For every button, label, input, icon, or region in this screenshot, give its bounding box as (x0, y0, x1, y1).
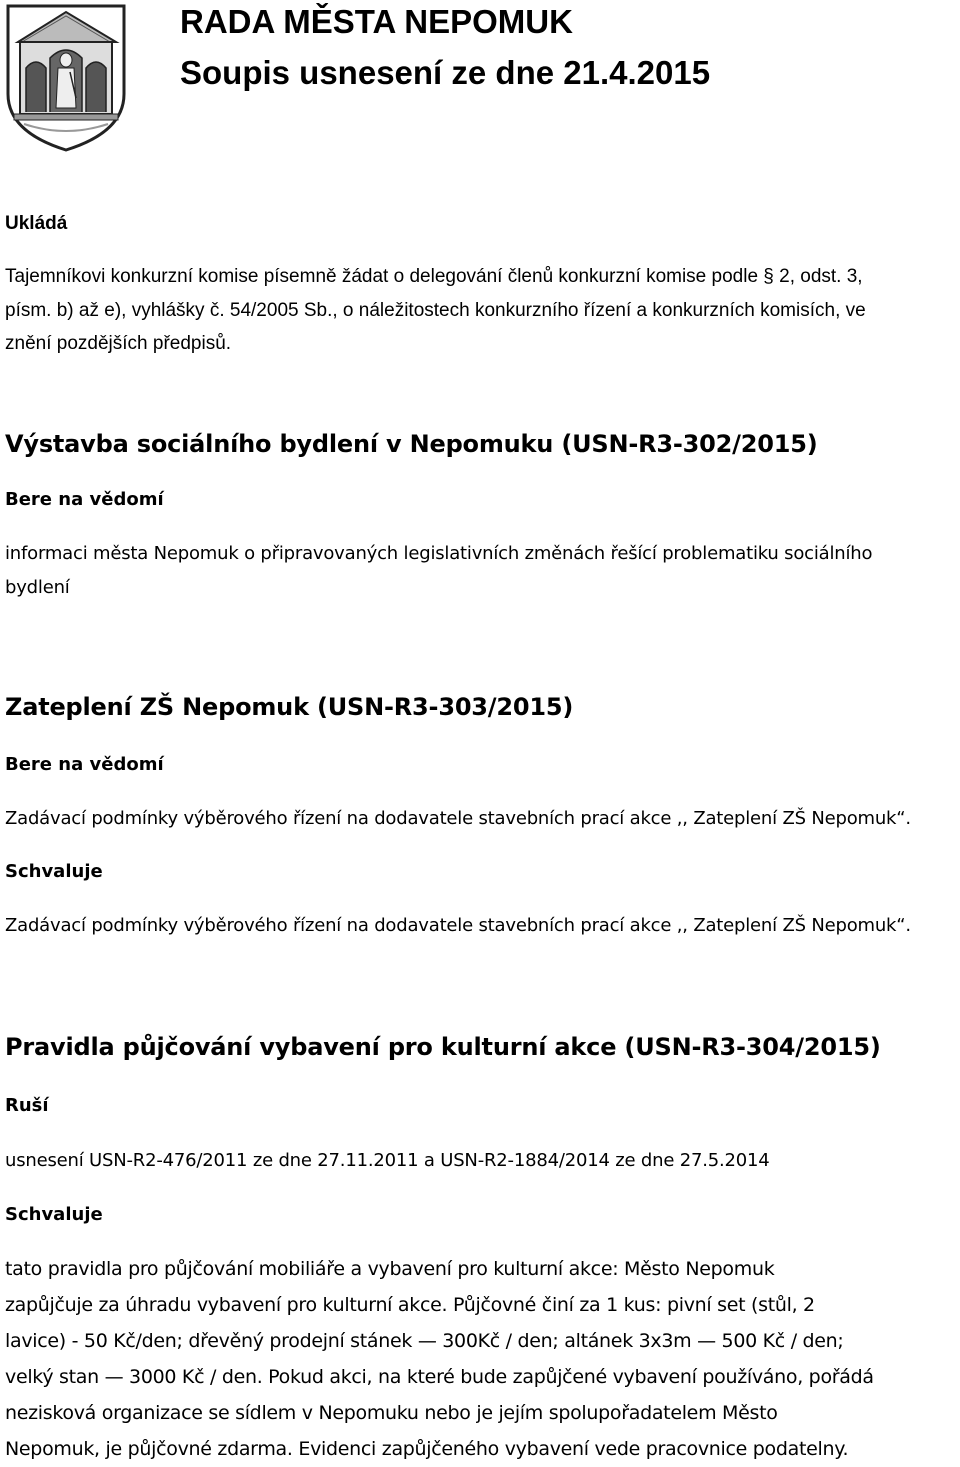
label-schvaluje: Schvaluje (5, 1204, 103, 1225)
paragraph-line: zapůjčuje za úhradu vybavení pro kulturní akce. Půjčovné činí za 1 kus: pivní set (stůl, 2 (5, 1294, 815, 1316)
paragraph-line: tato pravidla pro půjčování mobiliáře a vybavení pro kulturní akce: Město Nepomuk (5, 1258, 775, 1280)
paragraph-line: Tajemníkovi konkurzní komise písemně žádat o delegování členů konkurzní komise podle § 2, odst. 3, (5, 266, 863, 287)
label-schvaluje: Schvaluje (5, 861, 103, 882)
label-bere-na-vedomi: Bere na vědomí (5, 489, 164, 510)
paragraph-line: velký stan — 3000 Kč / den. Pokud akci, na které bude zapůjčené vybavení používáno, pořádá (5, 1366, 874, 1388)
label-uklada: Ukládá (5, 213, 68, 234)
rules-paragraph (5, 1251, 955, 1467)
paragraph-line: Nepomuk, je půjčovné zdarma. Evidenci zapůjčeného vybavení vede pracovnice podatelny. (5, 1438, 849, 1460)
label-bere-na-vedomi: Bere na vědomí (5, 754, 164, 775)
section-title: Výstavba sociálního bydlení v Nepomuku (USN-R3-302/2015) (5, 430, 818, 458)
paragraph-line: nezisková organizace se sídlem v Nepomuku nebo je jejím spolupořadatelem Město (5, 1402, 778, 1424)
paragraph-line: znění pozdějších předpisů. (5, 333, 232, 354)
section-title: Pravidla půjčování vybavení pro kulturní akce (USN-R3-304/2015) (5, 1033, 881, 1061)
label-rusi: Ruší (5, 1095, 49, 1116)
paragraph-line: informaci města Nepomuk o připravovaných legislativních změnách řešící problematiku sociálního (5, 543, 873, 564)
paragraph-line: Zadávací podmínky výběrového řízení na dodavatele stavebních prací akce ,, Zateplení ZŠ Nepomuk“. (5, 808, 911, 829)
paragraph-line: usnesení USN-R2-476/2011 ze dne 27.11.2011 a USN-R2-1884/2014 ze dne 27.5.2014 (5, 1150, 770, 1171)
coat-of-arms-logo (4, 2, 128, 154)
paragraph-line: Zadávací podmínky výběrového řízení na dodavatele stavebních prací akce ,, Zateplení ZŠ Nepomuk“. (5, 915, 911, 936)
paragraph-line: bydlení (5, 577, 70, 598)
document-title: Soupis usnesení ze dne 21.4.2015 (180, 54, 711, 91)
council-title: RADA MĚSTA NEPOMUK (180, 3, 573, 40)
section-title: Zateplení ZŠ Nepomuk (USN-R3-303/2015) (5, 693, 574, 721)
paragraph-line: lavice) - 50 Kč/den; dřevěný prodejní stánek — 300Kč / den; altánek 3x3m — 500 Kč / den; (5, 1330, 844, 1352)
paragraph-line: písm. b) až e), vyhlášky č. 54/2005 Sb., o náležitostech konkurzního řízení a konkurzních komisích, ve (5, 300, 866, 321)
